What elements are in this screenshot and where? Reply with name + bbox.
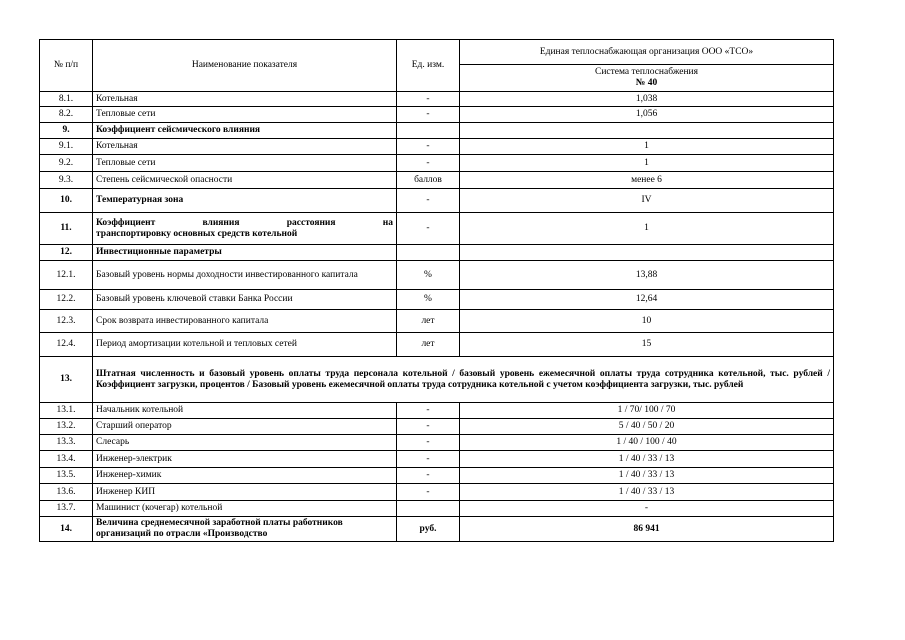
row-value: 1,038	[460, 92, 834, 107]
table-row	[40, 139, 834, 155]
table-row	[40, 333, 834, 357]
row-num: 9.	[40, 123, 93, 139]
row-num: 9.2.	[40, 155, 93, 172]
row-name	[93, 213, 397, 245]
row-unit: -	[397, 403, 460, 419]
table-row	[40, 403, 834, 419]
row-value: 1 / 40 / 33 / 13	[460, 451, 834, 468]
row-name	[93, 517, 397, 542]
table-row	[40, 213, 834, 245]
row-unit: %	[397, 290, 460, 310]
row-name: Степень сейсмической опасности	[93, 172, 397, 189]
row-unit: -	[397, 189, 460, 213]
row-name: Инвестиционные параметры	[93, 245, 397, 261]
row-unit: -	[397, 435, 460, 451]
tariff-parameters-table	[39, 39, 834, 542]
row-num: 13.6.	[40, 484, 93, 501]
row-num: 12.3.	[40, 310, 93, 333]
table-row	[40, 189, 834, 213]
row-num: 13.5.	[40, 468, 93, 484]
row-name: Базовый уровень нормы доходности инвестированного капитала	[93, 261, 397, 290]
row-unit	[397, 501, 460, 517]
row-unit: -	[397, 139, 460, 155]
row-unit: баллов	[397, 172, 460, 189]
row-name: Температурная зона	[93, 189, 397, 213]
row-num: 8.1.	[40, 92, 93, 107]
row-name: Инженер-химик	[93, 468, 397, 484]
row-num: 13.2.	[40, 419, 93, 435]
row-name: Коэффициент сейсмического влияния	[93, 123, 397, 139]
row-value: 1 / 40 / 33 / 13	[460, 468, 834, 484]
row-unit: -	[397, 213, 460, 245]
row-name: Базовый уровень ключевой ставки Банка России	[93, 290, 397, 310]
row-num: 12.1.	[40, 261, 93, 290]
header-system-label: Система теплоснабжения	[594, 67, 699, 77]
row-name-line2: транспортировку основных средств котельной	[96, 228, 298, 239]
row-name-wide: Штатная численность и базовый уровень оплаты труда персонала котельной / базовый уровень ежемесячной оплаты труда сотрудника котельной, тыс. рублей / Коэффициент загрузки, процентов / Базовый уровень ежемесячной оплаты труда сотрудника котельной с учетом коэффициента загрузки, тыс. рублей	[93, 357, 834, 403]
row-value: 15	[460, 333, 834, 357]
table-row	[40, 92, 834, 107]
row-name: Срок возврата инвестированного капитала	[93, 310, 397, 333]
header-system	[460, 65, 834, 92]
row-num: 8.2.	[40, 107, 93, 123]
row-value: 5 / 40 / 50 / 20	[460, 419, 834, 435]
row-name: Котельная	[93, 92, 397, 107]
table-row	[40, 501, 834, 517]
table-row	[40, 290, 834, 310]
row-num: 13.7.	[40, 501, 93, 517]
row-value: 86 941	[460, 517, 834, 542]
row-value: 1	[460, 139, 834, 155]
row-name-text: Величина среднемесячной заработной платы работников организаций по отрасли «Производство	[96, 518, 343, 539]
table-row	[40, 261, 834, 290]
row-num: 9.3.	[40, 172, 93, 189]
row-num: 12.4.	[40, 333, 93, 357]
row-value	[460, 245, 834, 261]
row-name: Слесарь	[93, 435, 397, 451]
row-unit: -	[397, 107, 460, 123]
row-value: 13,88	[460, 261, 834, 290]
table-row	[40, 107, 834, 123]
row-value: 1	[460, 213, 834, 245]
header-unit: Ед. изм.	[397, 40, 460, 92]
header-system-number: № 40	[635, 78, 658, 88]
row-num: 13.4.	[40, 451, 93, 468]
row-unit: -	[397, 484, 460, 501]
row-num: 14.	[40, 517, 93, 542]
row-name-line1: Коэффициент влияния расстояния на	[96, 217, 393, 228]
row-value: -	[460, 501, 834, 517]
row-unit: лет	[397, 333, 460, 357]
row-value	[460, 123, 834, 139]
row-num: 13.3.	[40, 435, 93, 451]
row-value: IV	[460, 189, 834, 213]
row-name: Тепловые сети	[93, 107, 397, 123]
row-num: 12.	[40, 245, 93, 261]
row-value: менее 6	[460, 172, 834, 189]
table-row	[40, 245, 834, 261]
row-unit: руб.	[397, 517, 460, 542]
row-num: 13.1.	[40, 403, 93, 419]
table-row	[40, 357, 834, 403]
header-org: Единая теплоснабжающая организация ООО «ТСО»	[460, 40, 834, 65]
table-row	[40, 310, 834, 333]
header-name: Наименование показателя	[93, 40, 397, 92]
row-name: Тепловые сети	[93, 155, 397, 172]
row-name: Инженер КИП	[93, 484, 397, 501]
table-row	[40, 123, 834, 139]
row-num: 9.1.	[40, 139, 93, 155]
row-num: 12.2.	[40, 290, 93, 310]
row-name: Начальник котельной	[93, 403, 397, 419]
row-unit: -	[397, 155, 460, 172]
table-row	[40, 435, 834, 451]
table-row	[40, 451, 834, 468]
row-name: Период амортизации котельной и тепловых сетей	[93, 333, 397, 357]
table-row	[40, 484, 834, 501]
row-value: 1	[460, 155, 834, 172]
row-value: 1 / 40 / 33 / 13	[460, 484, 834, 501]
row-num: 11.	[40, 213, 93, 245]
table-row	[40, 172, 834, 189]
row-unit: %	[397, 261, 460, 290]
table-row	[40, 517, 834, 542]
row-value: 12,64	[460, 290, 834, 310]
table-row	[40, 468, 834, 484]
row-value: 1 / 70/ 100 / 70	[460, 403, 834, 419]
header-num: № п/п	[40, 40, 93, 92]
table-row	[40, 155, 834, 172]
row-unit: -	[397, 451, 460, 468]
row-unit: -	[397, 92, 460, 107]
row-name: Старший оператор	[93, 419, 397, 435]
row-num: 13.	[40, 357, 93, 403]
row-value: 10	[460, 310, 834, 333]
row-value: 1 / 40 / 100 / 40	[460, 435, 834, 451]
row-name: Котельная	[93, 139, 397, 155]
row-unit: -	[397, 419, 460, 435]
row-name: Машинист (кочегар) котельной	[93, 501, 397, 517]
row-num: 10.	[40, 189, 93, 213]
table-row	[40, 419, 834, 435]
row-unit	[397, 123, 460, 139]
row-unit: -	[397, 468, 460, 484]
row-value: 1,056	[460, 107, 834, 123]
row-unit	[397, 245, 460, 261]
row-unit: лет	[397, 310, 460, 333]
row-name: Инженер-электрик	[93, 451, 397, 468]
